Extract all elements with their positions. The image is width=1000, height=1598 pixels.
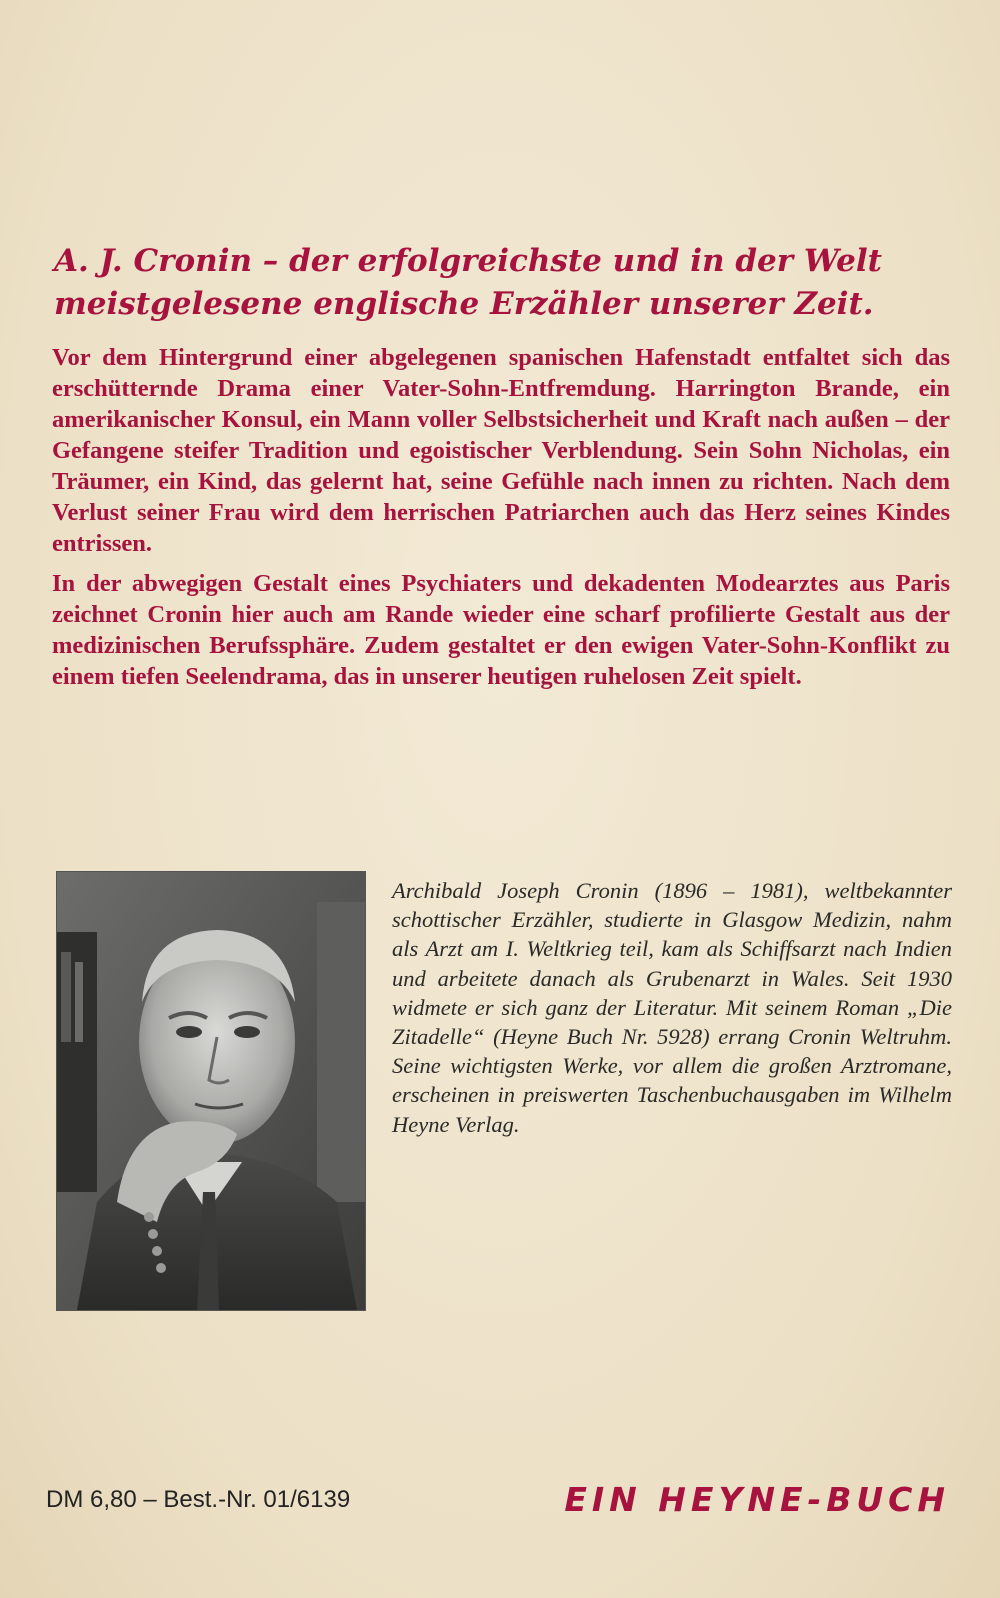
- blurb-paragraph-1: Vor dem Hintergrund einer abgelegenen spanischen Hafenstadt entfaltet sich das erschütternde Drama einer Vater-Sohn-Entfremdung. Harrington Brande, ein amerikanischer Konsul, ein Mann voller Selbstsicherheit und Kraft nach außen – der Gefangene steifer Tradition und egoistischer Verblendung. Sein Sohn Nicholas, ein Träumer, ein Kind, das gelernt hat, seine Gefühle nach innen zu richten. Nach dem Verlust seiner Frau wird dem herrischen Patriarchen auch das Herz seines Kindes entrissen.: [52, 344, 950, 557]
- blurb: [52, 342, 950, 701]
- price-and-order-number: DM 6,80 – Best.-Nr. 01/6139: [46, 1486, 351, 1513]
- author-biography: Archibald Joseph Cronin (1896 – 1981), weltbekannter schottischer Erzähler, studierte in Glasgow Medizin, nahm als Arzt am I. Weltkrieg teil, kam als Schiffsarzt nach Indien und arbeitete danach als Grubenarzt in Wales. Seit 1930 widmete er sich ganz der Literatur. Mit seinem Roman „Die Zitadelle“ (Heyne Buch Nr. 5928) errang Cronin Weltruhm. Seine wichtigsten Werke, vor allem die großen Arztromane, erscheinen in preiswerten Taschenbuchausgaben im Wilhelm Heyne Verlag.: [392, 878, 952, 1137]
- author-portrait-illustration: [57, 872, 365, 1310]
- author-portrait-photo: [56, 871, 366, 1311]
- blurb-paragraph-2: In der abwegigen Gestalt eines Psychiaters und dekadenten Modearztes aus Paris zeichnet Cronin hier auch am Rande wieder eine scharf profilierte Gestalt aus der medizinischen Berufssphäre. Zudem gestaltet er den ewigen Vater-Sohn-Konflikt zu einem tiefen Seelendrama, das in unserer heutigen ruhelosen Zeit spielt.: [52, 570, 950, 690]
- publisher-logo-text: EIN HEYNE-BUCH: [564, 1480, 950, 1519]
- tagline-line-2: meistgelesene englische Erzähler unserer Zeit.: [54, 286, 874, 322]
- tagline: [54, 240, 954, 326]
- tagline-line-1: A. J. Cronin – der erfolgreichste und in der Welt: [54, 243, 882, 279]
